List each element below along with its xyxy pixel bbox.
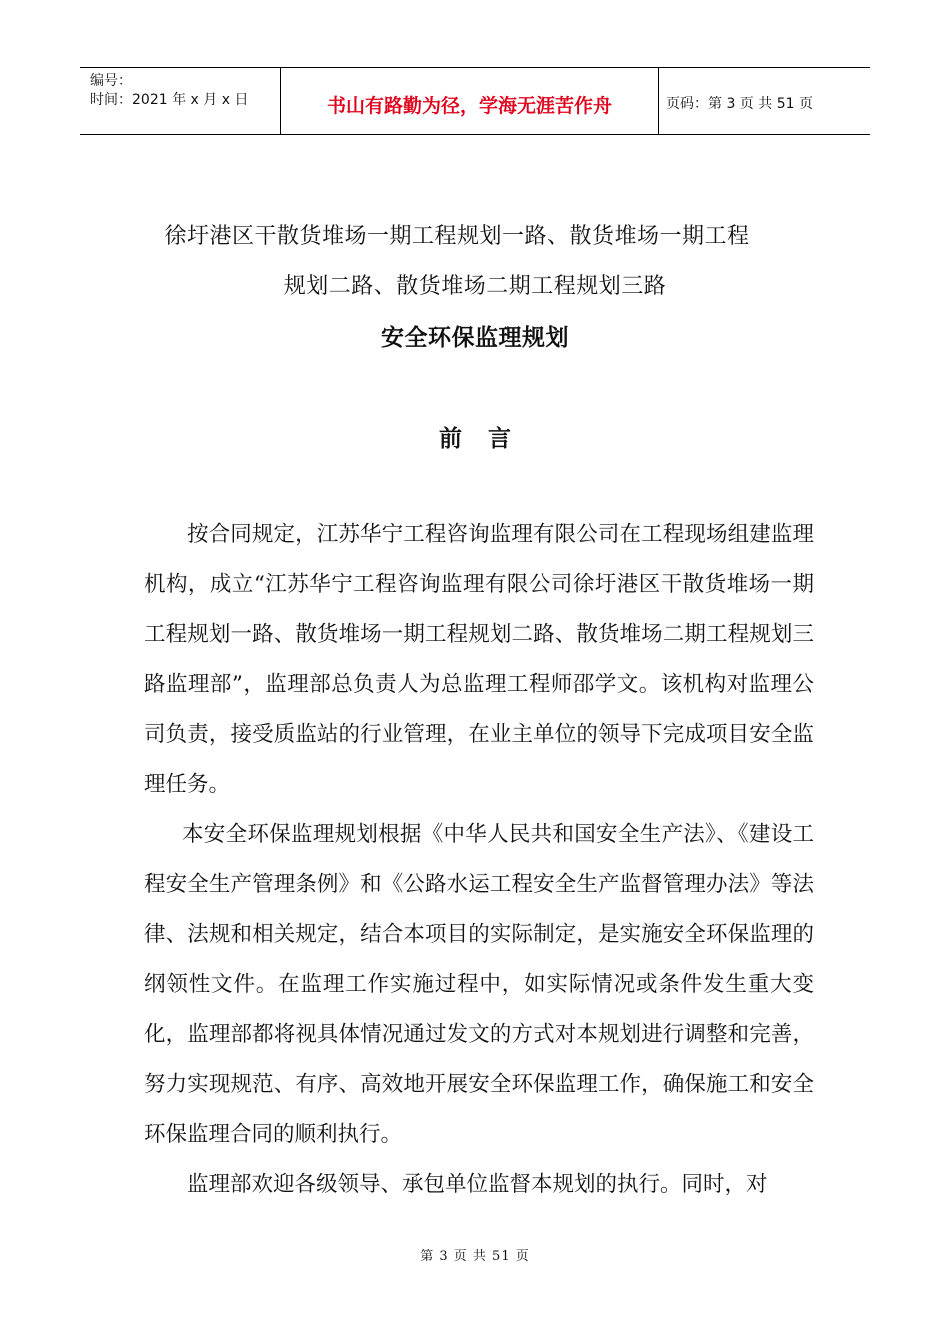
document-number-label: 编号： xyxy=(90,73,132,89)
title-line-2: 规划二路、散货堆场二期工程规划三路 xyxy=(283,274,667,299)
paragraph-3: 监理部欢迎各级领导、承包单位监督本规划的执行。同时，对 xyxy=(187,1172,768,1197)
paragraph-1: 按合同规定，江苏华宁工程咨询监理有限公司在工程现场组建监理机构，成立“江苏华宁工程咨询监理有限公司徐圩港区干散货堆场一期工程规划一路、散货堆场一期工程规划二路、散货堆场二期工程规划三路监理部”，监理部总负责人为总监理工程师邵学文。该机构对监理公司负责，接受质监站的行业管理，在业主单位的领导下完成项目安全监理任务。 xyxy=(144,522,814,797)
title-line-1: 徐圩港区干散货堆场一期工程规划一路、散货堆场一期工程 xyxy=(164,224,750,249)
section-heading-preface: 前言 xyxy=(439,426,537,452)
page-footer: 第 3 页 共 51 页 xyxy=(420,1249,530,1264)
document-body xyxy=(144,510,814,1210)
document-title: 安全环保监理规划 xyxy=(381,325,569,351)
document-header xyxy=(80,67,870,135)
paragraph-2: 本安全环保监理规划根据《中华人民共和国安全生产法》、《建设工程安全生产管理条例》和《公路水运工程安全生产监督管理办法》等法律、法规和相关规定，结合本项目的实际制定，是实施安全环保监理的纲领性文件。在监理工作实施过程中，如实际情况或条件发生重大变化，监理部都将视具体情况通过发文的方式对本规划进行调整和完善，努力实现规范、有序、高效地开展安全环保监理工作，确保施工和安全环保监理合同的顺利执行。 xyxy=(144,822,814,1147)
header-page-info: 页码：第 3 页 共 51 页 xyxy=(666,96,813,112)
header-motto: 书山有路勤为径，学海无涯苦作舟 xyxy=(281,68,659,134)
header-meta-cell xyxy=(80,68,281,134)
document-date-label: 时间：2021 年 x 月 x 日 xyxy=(90,92,249,108)
